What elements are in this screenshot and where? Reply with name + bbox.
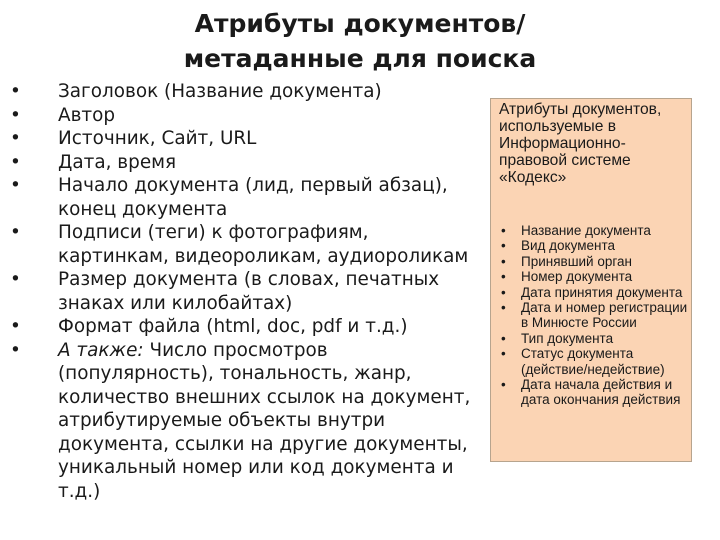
slide-title-line-2: метаданные для поиска (183, 44, 537, 73)
list-item: • Автор (10, 104, 116, 126)
bullet-icon: • (10, 339, 21, 361)
also-label: А также: (58, 339, 144, 361)
list-item: • Источник, Сайт, URL (10, 128, 257, 149)
list-item: • Дата начала действия и дата окончания действия (501, 377, 681, 408)
list-item: • Подписи (теги) к фотографиям, картинкам, видеороликам, аудиороликам (10, 222, 469, 267)
bullet-icon: • (501, 330, 506, 346)
kodeks-attributes-box (490, 98, 692, 462)
bullet-icon: • (10, 81, 21, 102)
bullet-icon: • (501, 238, 506, 254)
attributes-list (8, 80, 478, 503)
list-item: • Статус документа (действие/недействие) (501, 346, 665, 377)
list-item: • Дата принятия документа (501, 284, 683, 300)
list-item: • Размер документа (в словах, печатных знаках или килобайтах) (10, 269, 440, 314)
list-item: • Начало документа (лид, первый абзац), конец документа (10, 175, 448, 220)
list-item: • Формат файла (html, doc, pdf и т.д.) (10, 316, 408, 337)
list-item: • Дата и номер регистрации в Минюсте России (501, 300, 688, 331)
side-box-heading: Атрибуты документов, используемые в Информационно-правовой системе «Кодекс» (499, 101, 662, 186)
bullet-icon: • (10, 175, 21, 196)
bullet-icon: • (10, 222, 21, 243)
bullet-icon: • (10, 316, 21, 337)
bullet-icon: • (10, 269, 21, 290)
bullet-icon: • (501, 377, 506, 393)
list-item: • Дата, время (10, 151, 177, 173)
slide-title (120, 6, 600, 76)
bullet-icon: • (501, 269, 506, 285)
bullet-icon: • (501, 223, 506, 238)
slide-title-line-1: Атрибуты документов/ (194, 9, 526, 38)
bullet-icon: • (10, 104, 21, 126)
bullet-icon: • (501, 253, 506, 269)
bullet-icon: • (501, 284, 506, 300)
list-item: • А также: Число просмотров (популярность), тональность, жанр, количество внешних ссылок на документ, атрибутируемые объекты внутри документа, ссылки на другие документы, уникальный номер или код документа и т.д.) (10, 339, 471, 502)
bullet-icon: • (501, 300, 506, 316)
bullet-icon: • (501, 346, 506, 362)
list-item: • Принявший орган (501, 253, 632, 269)
bullet-icon: • (10, 151, 21, 173)
list-item: • Вид документа (501, 238, 615, 254)
list-item: • Название документа (501, 223, 651, 238)
bullet-icon: • (10, 128, 21, 149)
list-item: • Тип документа (501, 330, 614, 346)
list-item: • Номер документа (501, 269, 633, 285)
kodeks-attributes-list (499, 223, 691, 408)
list-item: • Заголовок (Название документа) (10, 81, 382, 102)
